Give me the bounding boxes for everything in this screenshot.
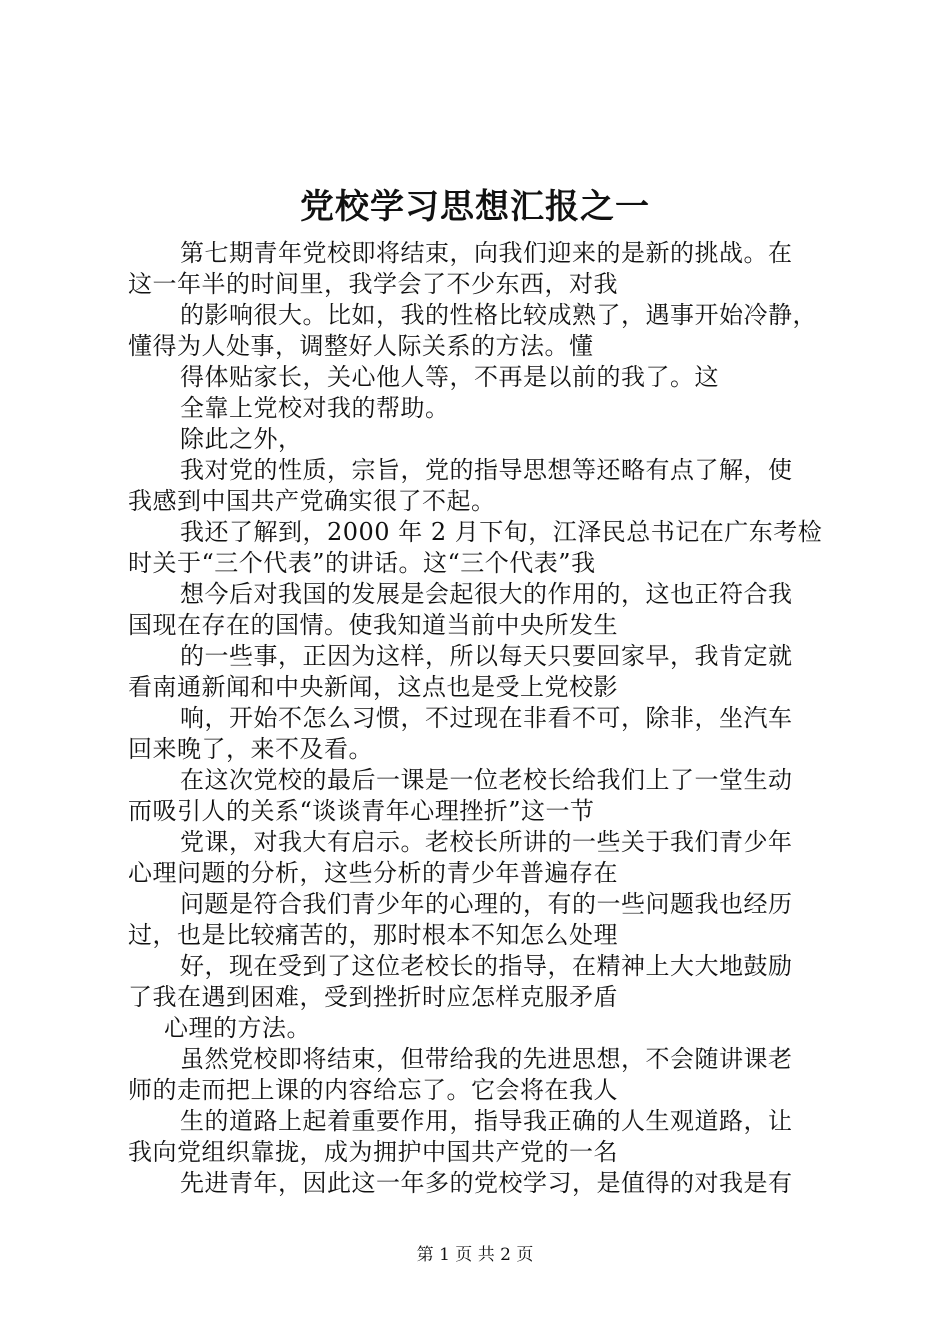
paragraph bbox=[128, 951, 838, 1013]
text-line: 看南通新闻和中央新闻，这点也是受上党校影 bbox=[128, 673, 618, 701]
paragraph bbox=[128, 1013, 838, 1044]
text-line: 而吸引人的关系“谈谈青年心理挫折”这一节 bbox=[128, 797, 595, 825]
text-line: 过，也是比较痛苦的，那时根本不知怎么处理 bbox=[128, 921, 618, 949]
paragraph bbox=[128, 641, 838, 703]
paragraph bbox=[128, 362, 838, 393]
document-body bbox=[128, 238, 838, 1199]
text-line: 心理的方法。 bbox=[164, 1014, 311, 1042]
text-line: 时关于“三个代表”的讲话。这“三个代表”我 bbox=[128, 549, 596, 577]
text-line: 了我在遇到困难，受到挫折时应怎样克服矛盾 bbox=[128, 983, 618, 1011]
paragraph bbox=[128, 517, 838, 579]
text-line: 得体贴家长，关心他人等，不再是以前的我了。这 bbox=[180, 363, 719, 391]
paragraph bbox=[128, 1168, 838, 1199]
text-line: 懂得为人处事，调整好人际关系的方法。懂 bbox=[128, 332, 594, 360]
paragraph bbox=[128, 579, 838, 641]
text-line: 除此之外， bbox=[180, 425, 303, 453]
text-line: 在这次党校的最后一课是一位老校长给我们上了一堂生动 bbox=[180, 766, 793, 794]
page-footer: 第 1 页 共 2 页 bbox=[416, 1245, 534, 1265]
paragraph bbox=[128, 300, 838, 362]
paragraph bbox=[128, 455, 838, 517]
paragraph bbox=[128, 1106, 838, 1168]
text-line: 我感到中国共产党确实很了不起。 bbox=[128, 487, 496, 515]
text-line: 的一些事，正因为这样，所以每天只要回家早，我肯定就 bbox=[180, 642, 793, 670]
paragraph bbox=[128, 827, 838, 889]
paragraph bbox=[128, 238, 838, 300]
text-line: 这一年半的时间里，我学会了不少东西，对我 bbox=[128, 270, 618, 298]
text-line: 我还了解到，2000 年 2 月下旬，江泽民总书记在广东考检 bbox=[180, 518, 823, 546]
text-line: 我对党的性质，宗旨，党的指导思想等还略有点了解，使 bbox=[180, 456, 793, 484]
text-line: 第七期青年党校即将结束，向我们迎来的是新的挑战。在 bbox=[180, 239, 793, 267]
text-line: 国现在存在的国情。使我知道当前中央所发生 bbox=[128, 611, 618, 639]
text-line: 生的道路上起着重要作用，指导我正确的人生观道路，让 bbox=[180, 1107, 793, 1135]
text-line: 虽然党校即将结束，但带给我的先进思想，不会随讲课老 bbox=[180, 1045, 793, 1073]
text-line: 全靠上党校对我的帮助。 bbox=[180, 394, 450, 422]
text-line: 回来晚了，来不及看。 bbox=[128, 735, 373, 763]
paragraph bbox=[128, 765, 838, 827]
text-line: 问题是符合我们青少年的心理的，有的一些问题我也经历 bbox=[180, 890, 793, 918]
text-line: 响，开始不怎么习惯，不过现在非看不可，除非，坐汽车 bbox=[180, 704, 793, 732]
text-line: 先进青年，因此这一年多的党校学习，是值得的对我是有 bbox=[180, 1169, 793, 1197]
paragraph bbox=[128, 889, 838, 951]
paragraph bbox=[128, 393, 838, 424]
text-line: 想今后对我国的发展是会起很大的作用的，这也正符合我 bbox=[180, 580, 793, 608]
document-title: 党校学习思想汇报之一 bbox=[300, 187, 650, 227]
text-line: 党课，对我大有启示。老校长所讲的一些关于我们青少年 bbox=[180, 828, 793, 856]
paragraph bbox=[128, 424, 838, 455]
text-line: 的影响很大。比如，我的性格比较成熟了，遇事开始冷静， bbox=[180, 301, 817, 329]
text-line: 师的走而把上课的内容给忘了。它会将在我人 bbox=[128, 1076, 618, 1104]
text-line: 心理问题的分析，这些分析的青少年普遍存在 bbox=[128, 859, 618, 887]
text-line: 我向党组织靠拢，成为拥护中国共产党的一名 bbox=[128, 1138, 618, 1166]
paragraph bbox=[128, 703, 838, 765]
text-line: 好，现在受到了这位老校长的指导，在精神上大大地鼓励 bbox=[180, 952, 793, 980]
paragraph bbox=[128, 1044, 838, 1106]
